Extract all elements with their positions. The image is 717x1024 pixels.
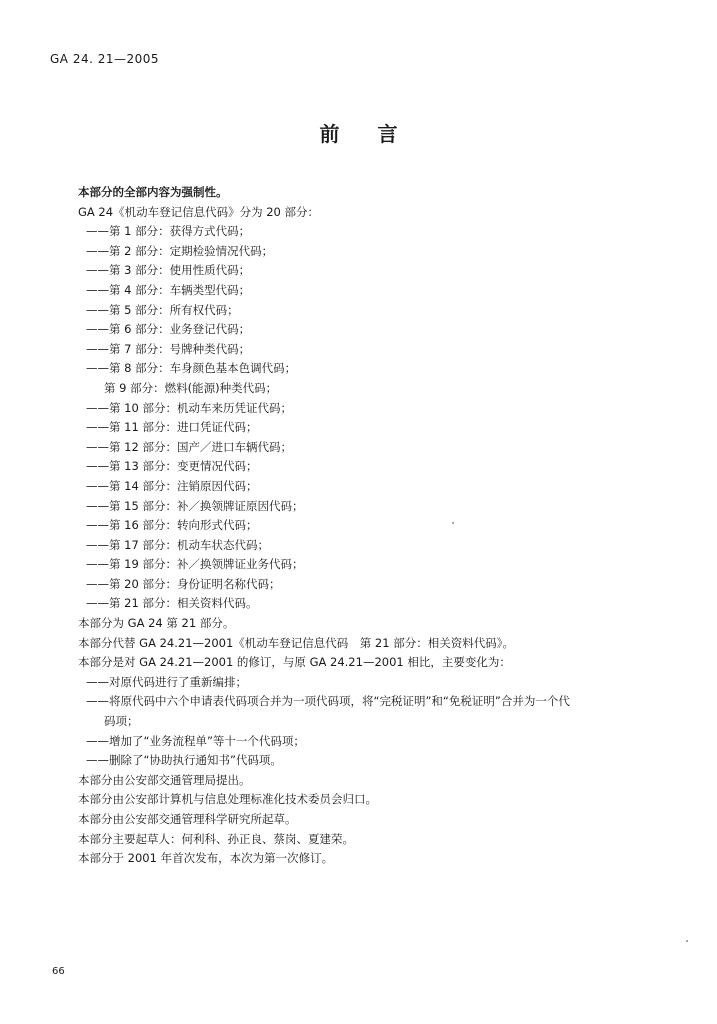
text-line: ——将原代码中六个申请表代码项合并为一项代码项，将“完税证明”和“免税证明”合并为一个代	[86, 694, 570, 709]
text-line: 本部分由公安部交通管理科学研究所起草。	[78, 812, 297, 826]
text-line: ——第 10 部分：机动车来历凭证代码；	[86, 400, 292, 415]
text-line: ——第 16 部分：转向形式代码；	[86, 518, 258, 533]
text-line: 本部分的全部内容为强制性。	[78, 185, 228, 199]
text-line: ——第 20 部分：身份证明名称代码；	[86, 576, 281, 591]
text-line: ——增加了“业务流程单”等十一个代码项；	[86, 733, 305, 748]
text-line: ——第 12 部分：国产／进口车辆代码；	[86, 439, 292, 454]
text-line: ——第 21 部分：相关资料代码。	[86, 596, 258, 611]
text-line: 本部分由公安部计算机与信息处理标准化技术委员会归口。	[78, 792, 377, 807]
text-line: ——第 11 部分：进口凭证代码；	[86, 420, 258, 435]
text-line: 第 9 部分：燃料(能源)种类代码；	[104, 380, 278, 395]
text-line: ——第 2 部分：定期检验情况代码；	[86, 243, 274, 258]
text-line: ——第 3 部分：使用性质代码；	[86, 263, 251, 278]
text-line: ——第 14 部分：注销原因代码；	[86, 478, 258, 493]
text-line: 码项；	[104, 714, 139, 729]
text-line: ——第 1 部分：获得方式代码；	[86, 224, 251, 239]
document-body	[78, 183, 678, 869]
text-line: ——第 7 部分：号牌种类代码；	[86, 341, 251, 356]
text-line: ——第 15 部分：补／换领牌证原因代码；	[86, 498, 304, 513]
text-line: 本部分主要起草人：何利科、孙正良、蔡岗、夏建荣。	[78, 831, 354, 846]
text-line: ——删除了“协助执行通知书”代码项。	[86, 753, 282, 768]
scan-speck	[686, 940, 688, 942]
text-line: ——第 8 部分：车身颜色基本色调代码；	[86, 361, 297, 376]
page-title: 前言	[319, 122, 436, 146]
text-line: 本部分于 2001 年首次发布，本次为第一次修订。	[78, 851, 334, 866]
text-line: ——第 5 部分：所有权代码；	[86, 302, 239, 317]
scan-speck	[452, 522, 454, 524]
text-line: 本部分由公安部交通管理局提出。	[78, 772, 251, 787]
text-line: ——第 13 部分：变更情况代码；	[86, 459, 258, 474]
text-line: ——第 6 部分：业务登记代码；	[86, 322, 251, 337]
page-number: 66	[52, 966, 65, 977]
text-line: 本部分为 GA 24 第 21 部分。	[78, 616, 235, 631]
standard-code-header: GA 24. 21—2005	[50, 52, 160, 66]
text-line: ——第 17 部分：机动车状态代码；	[86, 537, 269, 552]
text-line: 本部分是对 GA 24.21—2001 的修订，与原 GA 24.21—2001 相比，主要变化为：	[78, 655, 511, 670]
text-line: ——对原代码进行了重新编排；	[86, 674, 247, 689]
text-line: ——第 19 部分：补／换领牌证业务代码；	[86, 557, 304, 572]
text-line: 本部分代替 GA 24.21—2001《机动车登记信息代码 第 21 部分：相关资料代码》。	[78, 635, 514, 650]
text-line: ——第 4 部分：车辆类型代码；	[86, 282, 251, 297]
text-line: GA 24《机动车登记信息代码》分为 20 部分：	[78, 204, 320, 219]
